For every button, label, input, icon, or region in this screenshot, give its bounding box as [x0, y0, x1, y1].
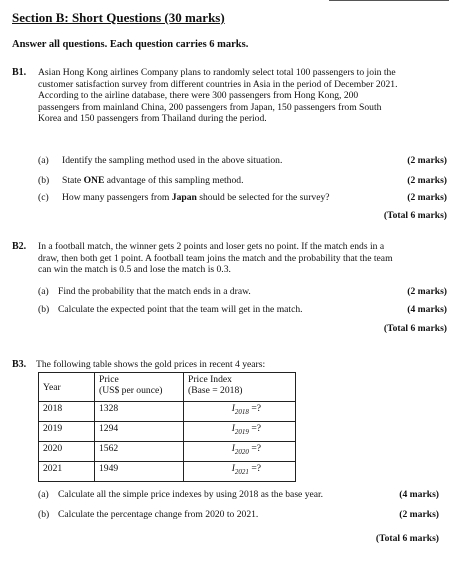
header-rule	[329, 0, 449, 1]
section-instructions: Answer all questions. Each question carries 6 marks.	[12, 39, 249, 50]
index-symbol: I	[231, 423, 235, 434]
b1-total-marks: (Total 6 marks)	[383, 210, 447, 221]
index-subscript: 2018	[234, 407, 249, 416]
b3-part-b-marks: (2 marks)	[399, 509, 439, 520]
table-row	[39, 422, 296, 442]
question-b2-text	[38, 241, 447, 276]
b1-part-b-text-2: advantage of this sampling method.	[104, 175, 244, 186]
cell-price: 1328	[95, 402, 184, 422]
b1-part-c-emphasis: Japan	[171, 192, 197, 203]
b2-part-b-marks: (4 marks)	[407, 304, 447, 315]
table-row	[39, 442, 296, 462]
cell-year: 2019	[39, 422, 95, 442]
b3-part-a-label: (a)	[38, 489, 49, 500]
header-index-line1: Price Index	[188, 374, 232, 385]
b2-line: can win the match is 0.5 and lose the match is 0.3.	[38, 264, 231, 276]
index-symbol: I	[231, 403, 235, 414]
b1-part-a-text-1: Identify the sampling method used in the above situation.	[62, 155, 283, 166]
b2-line: draw, then both get 1 point. A football team joins the match and the probability that the team	[38, 252, 393, 264]
table-header-row	[39, 373, 296, 402]
cell-index	[184, 462, 296, 482]
b2-part-a-text: Find the probability that the match ends in a draw.	[58, 286, 251, 297]
gold-price-table	[38, 372, 296, 482]
cell-price: 1294	[95, 422, 184, 442]
b1-part-b-marks: (2 marks)	[407, 175, 447, 186]
cell-year: 2020	[39, 442, 95, 462]
index-symbol: I	[231, 463, 235, 474]
b2-part-a-label: (a)	[38, 286, 49, 297]
index-subscript: 2019	[234, 427, 249, 436]
b2-total-marks: (Total 6 marks)	[383, 323, 447, 334]
index-subscript: 2020	[234, 447, 249, 456]
b3-total-marks: (Total 6 marks)	[375, 533, 439, 544]
index-symbol: I	[231, 443, 235, 454]
b2-line: In a football match, the winner gets 2 points and loser gets no point. If the match ends in a	[38, 241, 385, 252]
table-row	[39, 462, 296, 482]
b2-part-b-label: (b)	[38, 304, 50, 315]
index-subscript: 2021	[234, 467, 249, 476]
b1-line: Asian Hong Kong airlines Company plans to randomly select total 100 passengers to join the	[38, 67, 396, 78]
b3-part-b-label: (b)	[38, 509, 50, 520]
question-number-b1: B1.	[12, 67, 27, 78]
header-price	[95, 373, 184, 402]
b1-part-c-text	[62, 192, 330, 203]
b1-line: passengers from mainland China, 200 passengers from Japan, 150 passengers from South	[38, 101, 382, 113]
b1-part-c-marks: (2 marks)	[407, 192, 447, 203]
header-price-line2: (US$ per ounce)	[99, 385, 163, 396]
b1-part-a-text	[62, 155, 282, 166]
question-number-b3: B3.	[12, 359, 27, 370]
b3-part-a-marks: (4 marks)	[399, 489, 439, 500]
b2-part-a-marks: (2 marks)	[407, 286, 447, 297]
cell-index	[184, 442, 296, 462]
index-unknown: =?	[248, 423, 261, 434]
b1-line: Korea and 150 passengers from Thailand during the period.	[38, 113, 267, 125]
index-unknown: =?	[248, 443, 261, 454]
question-number-b2: B2.	[12, 241, 27, 252]
cell-price: 1562	[95, 442, 184, 462]
section-title: Section B: Short Questions (30 marks)	[12, 10, 225, 25]
b1-part-b-emphasis: ONE	[83, 175, 105, 186]
index-unknown: =?	[248, 463, 261, 474]
table-row	[39, 402, 296, 422]
b3-part-a-text: Calculate all the simple price indexes by using 2018 as the base year.	[58, 489, 324, 500]
header-price-index	[184, 373, 296, 402]
b1-part-c-text-1: How many passengers from	[62, 192, 172, 203]
index-unknown: =?	[248, 403, 261, 414]
b1-part-a-label: (a)	[38, 155, 49, 166]
b1-part-b-text	[62, 175, 243, 186]
question-b3-intro: The following table shows the gold prices in recent 4 years:	[36, 359, 266, 370]
b1-part-b-label: (b)	[38, 175, 50, 186]
cell-index	[184, 422, 296, 442]
b1-line: According to the airline database, there were 300 passengers from Hong Kong, 200	[38, 90, 359, 102]
b2-part-b-text: Calculate the expected point that the team will get in the match.	[58, 304, 303, 315]
header-index-line2: (Base = 2018)	[188, 385, 243, 396]
cell-index	[184, 402, 296, 422]
b1-part-b-text-1: State	[62, 175, 84, 186]
b1-part-c-text-2: should be selected for the survey?	[196, 192, 330, 203]
cell-year: 2021	[39, 462, 95, 482]
cell-price: 1949	[95, 462, 184, 482]
header-price-line1: Price	[99, 374, 119, 385]
b1-part-c-label: (c)	[38, 192, 49, 203]
cell-year: 2018	[39, 402, 95, 422]
header-year: Year	[39, 373, 95, 402]
b3-part-b-text: Calculate the percentage change from 2020 to 2021.	[58, 509, 259, 520]
b1-part-a-marks: (2 marks)	[407, 155, 447, 166]
question-b1-text	[38, 67, 447, 125]
b1-line: customer satisfaction survey from different countries in Asia in the period of December 2021.	[38, 78, 398, 90]
